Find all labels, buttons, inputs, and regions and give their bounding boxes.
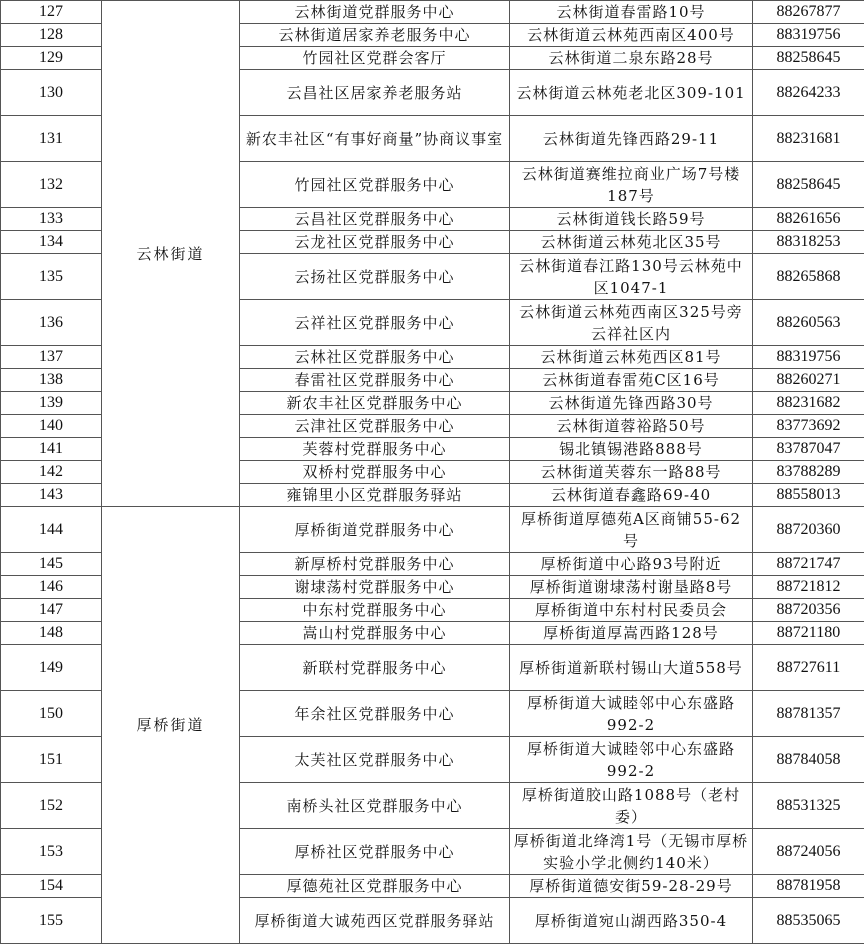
center-address: 云林街道先锋西路29-11 (510, 116, 753, 162)
center-name: 年余社区党群服务中心 (240, 691, 510, 737)
row-number: 153 (1, 829, 102, 875)
center-phone: 88319756 (753, 24, 864, 47)
row-number: 144 (1, 507, 102, 553)
center-phone: 88558013 (753, 484, 864, 507)
center-phone: 88264233 (753, 70, 864, 116)
row-number: 150 (1, 691, 102, 737)
center-address: 云林街道钱长路59号 (510, 208, 753, 231)
center-phone: 88781958 (753, 875, 864, 898)
center-phone: 88720360 (753, 507, 864, 553)
center-address: 云林街道春鑫路69-40 (510, 484, 753, 507)
center-address: 锡北镇锡港路888号 (510, 438, 753, 461)
center-address: 厚桥街道胶山路1088号（老村委） (510, 783, 753, 829)
row-number: 127 (1, 1, 102, 24)
center-phone: 88724056 (753, 829, 864, 875)
center-address: 云林街道先锋西路30号 (510, 392, 753, 415)
center-address: 云林街道蓉裕路50号 (510, 415, 753, 438)
row-number: 149 (1, 645, 102, 691)
street-name: 厚桥街道 (102, 507, 240, 944)
row-number: 131 (1, 116, 102, 162)
center-phone: 88721812 (753, 576, 864, 599)
center-address: 云林街道芙蓉东一路88号 (510, 461, 753, 484)
center-name: 云昌社区党群服务中心 (240, 208, 510, 231)
center-name: 云昌社区居家养老服务站 (240, 70, 510, 116)
center-name: 谢埭荡村党群服务中心 (240, 576, 510, 599)
center-address: 厚桥街道北绛湾1号（无锡市厚桥实验小学北侧约140米） (510, 829, 753, 875)
center-address: 云林街道云林苑北区35号 (510, 231, 753, 254)
center-name: 嵩山村党群服务中心 (240, 622, 510, 645)
center-name: 云林街道党群服务中心 (240, 1, 510, 24)
row-number: 142 (1, 461, 102, 484)
row-number: 154 (1, 875, 102, 898)
center-phone: 83787047 (753, 438, 864, 461)
row-number: 129 (1, 47, 102, 70)
center-phone: 88258645 (753, 162, 864, 208)
center-address: 云林街道云林苑西南区400号 (510, 24, 753, 47)
center-name: 厚桥街道党群服务中心 (240, 507, 510, 553)
center-name: 新农丰社区党群服务中心 (240, 392, 510, 415)
center-address: 云林街道二泉东路28号 (510, 47, 753, 70)
center-address: 厚桥街道谢埭荡村谢垦路8号 (510, 576, 753, 599)
center-name: 春雷社区党群服务中心 (240, 369, 510, 392)
center-address: 云林街道赛维拉商业广场7号楼187号 (510, 162, 753, 208)
center-phone: 88261656 (753, 208, 864, 231)
center-name: 南桥头社区党群服务中心 (240, 783, 510, 829)
table-body (1, 1, 864, 944)
center-address: 厚桥街道大诚睦邻中心东盛路992-2 (510, 691, 753, 737)
center-address: 云林街道云林苑老北区309-101 (510, 70, 753, 116)
row-number: 130 (1, 70, 102, 116)
center-phone: 88784058 (753, 737, 864, 783)
center-address: 云林街道春雷苑C区16号 (510, 369, 753, 392)
center-phone: 88267877 (753, 1, 864, 24)
center-address: 厚桥街道中东村村民委员会 (510, 599, 753, 622)
center-phone: 88231681 (753, 116, 864, 162)
center-name: 中东村党群服务中心 (240, 599, 510, 622)
center-address: 云林街道云林苑西南区325号旁云祥社区内 (510, 300, 753, 346)
row-number: 146 (1, 576, 102, 599)
row-number: 136 (1, 300, 102, 346)
center-name: 云祥社区党群服务中心 (240, 300, 510, 346)
center-name: 雍锦里小区党群服务驿站 (240, 484, 510, 507)
center-address: 厚桥街道大诚睦邻中心东盛路992-2 (510, 737, 753, 783)
center-address: 厚桥街道厚嵩西路128号 (510, 622, 753, 645)
row-number: 128 (1, 24, 102, 47)
row-number: 133 (1, 208, 102, 231)
row-number: 135 (1, 254, 102, 300)
row-number: 137 (1, 346, 102, 369)
row-number: 148 (1, 622, 102, 645)
row-number: 141 (1, 438, 102, 461)
center-name: 太芙社区党群服务中心 (240, 737, 510, 783)
center-phone: 88258645 (753, 47, 864, 70)
center-address: 云林街道春江路130号云林苑中区1047-1 (510, 254, 753, 300)
row-number: 145 (1, 553, 102, 576)
center-name: 新厚桥村党群服务中心 (240, 553, 510, 576)
center-phone: 88260563 (753, 300, 864, 346)
center-address: 厚桥街道德安街59-28-29号 (510, 875, 753, 898)
center-phone: 88721180 (753, 622, 864, 645)
center-name: 云龙社区党群服务中心 (240, 231, 510, 254)
center-name: 厚德苑社区党群服务中心 (240, 875, 510, 898)
center-name: 新农丰社区“有事好商量”协商议事室 (240, 116, 510, 162)
center-name: 新联村党群服务中心 (240, 645, 510, 691)
center-address: 厚桥街道厚德苑A区商铺55-62号 (510, 507, 753, 553)
center-name: 芙蓉村党群服务中心 (240, 438, 510, 461)
row-number: 132 (1, 162, 102, 208)
center-phone: 88319756 (753, 346, 864, 369)
center-phone: 88721747 (753, 553, 864, 576)
center-address: 云林街道春雷路10号 (510, 1, 753, 24)
street-name: 云林街道 (102, 1, 240, 507)
center-address: 厚桥街道宛山湖西路350-4 (510, 898, 753, 944)
center-name: 双桥村党群服务中心 (240, 461, 510, 484)
table-row (1, 1, 864, 24)
center-name: 云津社区党群服务中心 (240, 415, 510, 438)
row-number: 134 (1, 231, 102, 254)
center-name: 云扬社区党群服务中心 (240, 254, 510, 300)
center-phone: 88231682 (753, 392, 864, 415)
center-phone: 88535065 (753, 898, 864, 944)
center-address: 厚桥街道中心路93号附近 (510, 553, 753, 576)
table-row (1, 507, 864, 553)
center-phone: 88727611 (753, 645, 864, 691)
center-name: 厚桥街道大诚苑西区党群服务驿站 (240, 898, 510, 944)
center-address: 厚桥街道新联村锡山大道558号 (510, 645, 753, 691)
center-name: 竹园社区党群会客厅 (240, 47, 510, 70)
center-name: 厚桥社区党群服务中心 (240, 829, 510, 875)
center-name: 竹园社区党群服务中心 (240, 162, 510, 208)
row-number: 152 (1, 783, 102, 829)
center-name: 云林街道居家养老服务中心 (240, 24, 510, 47)
center-phone: 88265868 (753, 254, 864, 300)
center-name: 云林社区党群服务中心 (240, 346, 510, 369)
row-number: 147 (1, 599, 102, 622)
center-phone: 88531325 (753, 783, 864, 829)
center-address: 云林街道云林苑西区81号 (510, 346, 753, 369)
center-phone: 83773692 (753, 415, 864, 438)
center-phone: 88781357 (753, 691, 864, 737)
row-number: 139 (1, 392, 102, 415)
row-number: 151 (1, 737, 102, 783)
center-phone: 88720356 (753, 599, 864, 622)
row-number: 138 (1, 369, 102, 392)
center-phone: 88318253 (753, 231, 864, 254)
row-number: 140 (1, 415, 102, 438)
row-number: 143 (1, 484, 102, 507)
row-number: 155 (1, 898, 102, 944)
center-phone: 83788289 (753, 461, 864, 484)
center-phone: 88260271 (753, 369, 864, 392)
